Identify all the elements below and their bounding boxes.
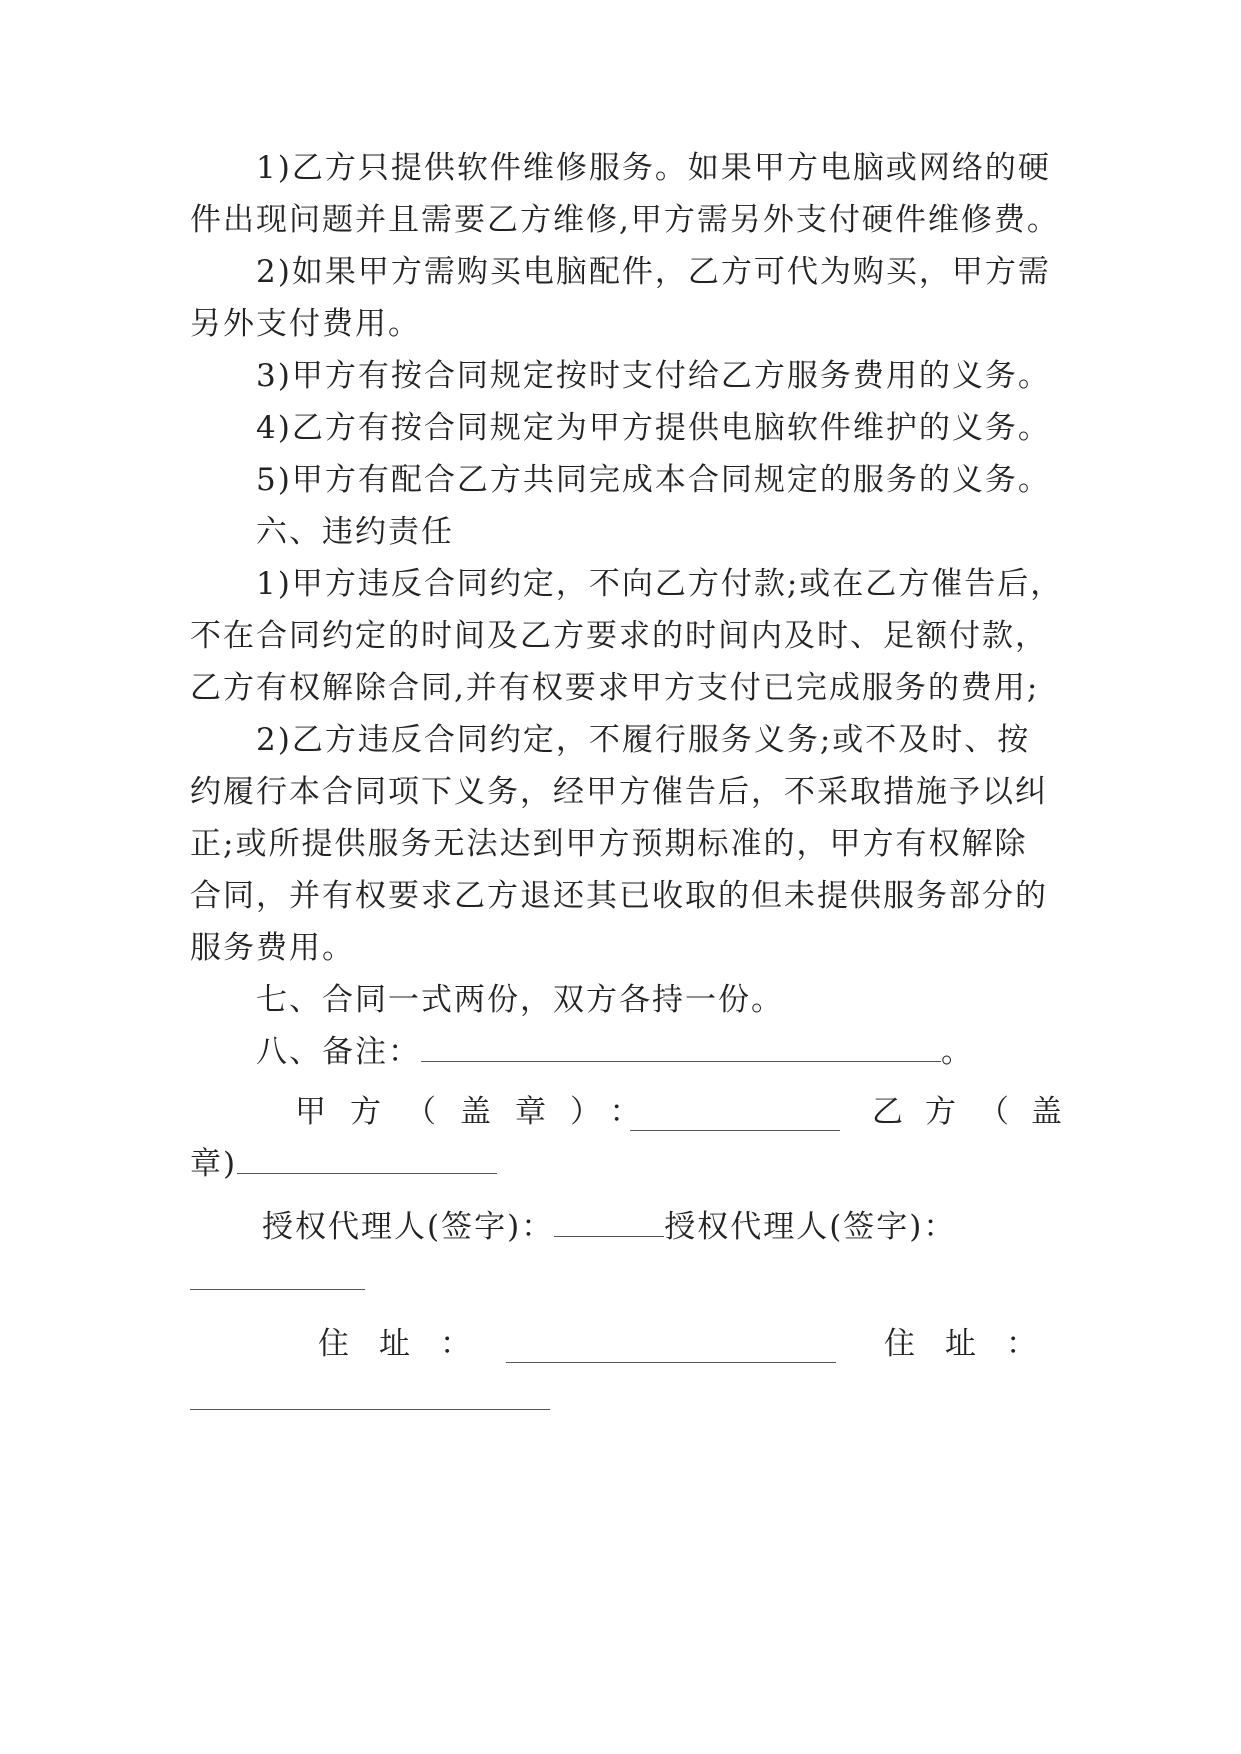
clause-line: 5)甲方有配合乙方共同完成本合同规定的服务的义务。 — [256, 462, 1051, 498]
clause-line: 不在合同约定的时间及乙方要求的时间内及时、足额付款， — [190, 618, 1048, 654]
clause-line: 1)乙方只提供软件维修服务。如果甲方电脑或网络的硬 — [256, 150, 1051, 186]
clause-line: 约履行本合同项下义务，经甲方催告后，不采取措施予以纠 — [190, 774, 1048, 810]
party-b-label-part2: 章) — [190, 1146, 238, 1182]
clause-line: 1)甲方违反合同约定，不向乙方付款;或在乙方催告后， — [256, 566, 1064, 602]
party-b-label-part1: 乙方（盖 — [872, 1094, 1084, 1130]
agent-b-blank[interactable] — [190, 1288, 365, 1290]
address-a-blank[interactable] — [506, 1332, 836, 1363]
party-b-line — [190, 1142, 1060, 1186]
clause-line: 服务费用。 — [190, 930, 355, 966]
clause-line: 乙方有权解除合同,并有权要求甲方支付已完成服务的费用; — [190, 670, 1040, 706]
clause-line: 4)乙方有按合同规定为甲方提供电脑软件维护的义务。 — [256, 410, 1051, 446]
remarks-blank[interactable] — [421, 1031, 941, 1062]
remarks-end: 。 — [941, 1034, 974, 1070]
section-heading: 六、违约责任 — [256, 514, 454, 550]
clause-line: 2)如果甲方需购买电脑配件，乙方可代为购买，甲方需 — [256, 254, 1051, 290]
party-b-seal-blank[interactable] — [237, 1143, 497, 1174]
agent-line — [262, 1205, 1132, 1249]
clause-line: 3)甲方有按合同规定按时支付给乙方服务费用的义务。 — [256, 358, 1051, 394]
clause-line: 件出现问题并且需要乙方维修,甲方需另外支付硬件维修费。 — [190, 202, 1060, 238]
remarks-line — [256, 1030, 1126, 1074]
address-a-label: 住址： — [318, 1326, 501, 1362]
remarks-label: 八、备注： — [256, 1034, 421, 1070]
party-a-seal-blank[interactable] — [630, 1100, 840, 1131]
agent-a-label: 授权代理人(签字)： — [262, 1209, 555, 1245]
clause-line: 2)乙方违反合同约定，不履行服务义务;或不及时、按 — [256, 722, 1031, 758]
agent-a-blank[interactable] — [554, 1206, 664, 1237]
clause-line: 正;或所提供服务无法达到甲方预期标准的，甲方有权解除 — [190, 826, 1028, 862]
address-b-label: 住址： — [884, 1326, 1067, 1362]
clause-line: 合同，并有权要求乙方退还其已收取的但未提供服务部分的 — [190, 878, 1048, 914]
address-b-blank[interactable] — [190, 1408, 550, 1410]
clause-line: 另外支付费用。 — [190, 306, 421, 342]
party-a-label: 甲方（盖章）： — [295, 1094, 665, 1130]
section-heading: 七、合同一式两份，双方各持一份。 — [256, 982, 784, 1018]
agent-b-label: 授权代理人(签字)： — [664, 1209, 957, 1245]
